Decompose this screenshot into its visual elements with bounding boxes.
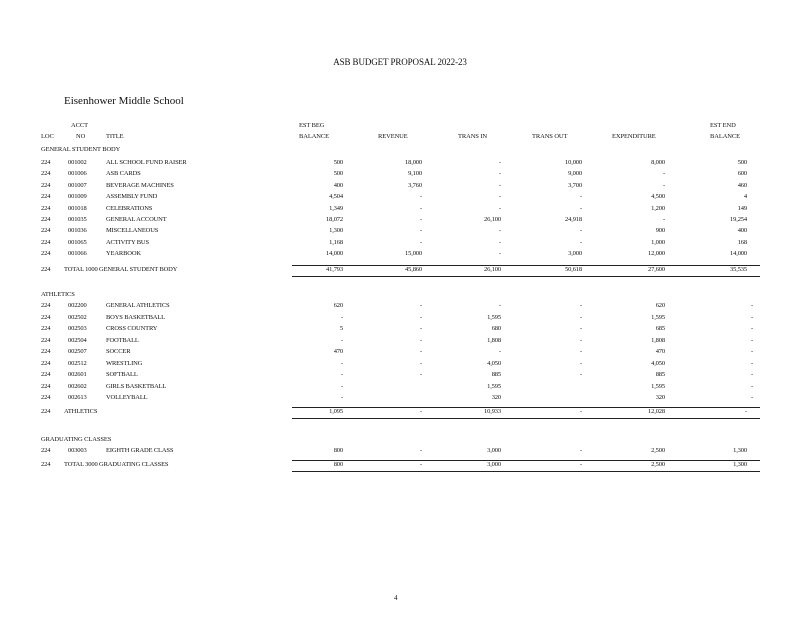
loc-cell: 224 <box>41 170 51 178</box>
beg-balance-cell: 800 <box>333 447 343 454</box>
trans-in-cell: - <box>498 348 501 355</box>
expenditure-cell: 1,200 <box>651 204 665 212</box>
table-row <box>0 250 800 260</box>
header-beg: BALANCE <box>299 133 329 140</box>
trans-out-cell: - <box>579 447 582 454</box>
title-cell: ALL SCHOOL FUND RAISER <box>106 159 187 166</box>
trans-out-cell: - <box>579 371 582 378</box>
beg-balance-cell: - <box>340 382 343 390</box>
trans-out-cell: - <box>579 359 582 367</box>
revenue-cell: 9,100 <box>408 170 422 178</box>
trans-in-cell: - <box>498 181 501 189</box>
table-row <box>0 170 800 180</box>
table-row <box>0 325 800 335</box>
end-balance-cell: 149 <box>737 204 747 212</box>
beg-balance-cell: 400 <box>333 181 343 189</box>
total-end: 1,300 <box>733 461 747 468</box>
table-row <box>0 348 800 358</box>
total-loc: 224 <box>41 266 51 273</box>
title-cell: CROSS COUNTRY <box>106 325 158 332</box>
header-acct-top: ACCT <box>71 122 88 129</box>
header-end: BALANCE <box>710 133 740 140</box>
title-cell: ASSEMBLY FUND <box>106 193 158 201</box>
end-balance-cell: 4 <box>743 193 747 201</box>
total-beg: 1,095 <box>329 408 343 415</box>
table-row <box>0 337 800 347</box>
acct-cell: 001006 <box>68 170 87 178</box>
title-cell: SOFTBALL <box>106 371 138 378</box>
acct-cell: 003003 <box>68 447 87 454</box>
document-title: ASB BUDGET PROPOSAL 2022-23 <box>333 57 467 67</box>
trans-in-cell: 1,595 <box>487 382 501 390</box>
trans-out-cell: - <box>579 325 582 332</box>
beg-balance-cell: 470 <box>333 348 343 355</box>
school-name: Eisenhower Middle School <box>64 95 184 107</box>
title-cell: CELEBRATIONS <box>106 204 153 212</box>
header-trans-out: TRANS OUT <box>532 133 568 140</box>
total-loc: 224 <box>41 408 51 415</box>
beg-balance-cell: 14,000 <box>326 250 343 258</box>
title-cell: EIGHTH GRADE CLASS <box>106 447 174 454</box>
revenue-cell: - <box>419 227 422 235</box>
expenditure-cell: 900 <box>655 227 665 235</box>
title-cell: FOOTBALL <box>106 336 139 344</box>
title-cell: BOYS BASKETBALL <box>106 313 165 321</box>
end-balance-cell: 19,254 <box>730 216 747 223</box>
general-total-row <box>0 266 800 276</box>
beg-balance-cell: 4,504 <box>329 193 343 201</box>
loc-cell: 224 <box>41 250 51 258</box>
trans-out-cell: - <box>579 313 582 321</box>
acct-cell: 001035 <box>68 216 87 223</box>
end-balance-cell: - <box>750 359 753 367</box>
revenue-cell: - <box>419 238 422 246</box>
table-row <box>0 447 800 457</box>
trans-in-cell: 320 <box>491 394 501 401</box>
section-general: GENERAL STUDENT BODY <box>41 146 121 153</box>
total-revenue: 45,860 <box>405 266 422 273</box>
trans-in-cell: - <box>498 170 501 178</box>
trans-out-cell: - <box>579 336 582 344</box>
revenue-cell: 3,760 <box>408 181 422 189</box>
beg-balance-cell: 18,072 <box>326 216 343 223</box>
grad-total-bottom-rule <box>292 471 760 472</box>
end-balance-cell: - <box>750 371 753 378</box>
expenditure-cell: 320 <box>655 394 665 401</box>
trans-out-cell: - <box>579 204 582 212</box>
total-end: - <box>744 408 747 415</box>
general-total-bottom-rule <box>292 276 760 277</box>
revenue-cell: - <box>419 313 422 321</box>
acct-cell: 002601 <box>68 371 87 378</box>
beg-balance-cell: - <box>340 359 343 367</box>
header-expenditure: EXPENDITURE <box>612 133 656 140</box>
revenue-cell: - <box>419 325 422 332</box>
trans-in-cell: - <box>498 250 501 258</box>
total-revenue: - <box>419 461 422 468</box>
beg-balance-cell: - <box>340 336 343 344</box>
title-cell: YEARBOOK <box>106 250 141 258</box>
title-cell: GIRLS BASKETBALL <box>106 382 167 390</box>
loc-cell: 224 <box>41 325 51 332</box>
total-expenditure: 2,500 <box>651 461 665 468</box>
expenditure-cell: 2,500 <box>651 447 665 454</box>
loc-cell: 224 <box>41 204 51 212</box>
section-athletics: ATHLETICS <box>41 291 75 298</box>
acct-cell: 002200 <box>68 302 87 309</box>
trans-in-cell: 4,050 <box>487 359 501 367</box>
grad-total-row <box>0 461 800 471</box>
title-cell: GENERAL ACCOUNT <box>106 216 167 223</box>
trans-out-cell: 24,918 <box>565 216 582 223</box>
table-row <box>0 205 800 215</box>
total-trans-out: - <box>579 408 582 415</box>
expenditure-cell: 470 <box>655 348 665 355</box>
table-row <box>0 314 800 324</box>
end-balance-cell: 500 <box>737 159 747 166</box>
beg-balance-cell: 1,168 <box>329 238 343 246</box>
end-balance-cell: - <box>750 348 753 355</box>
revenue-cell: - <box>419 204 422 212</box>
acct-cell: 001036 <box>68 227 87 235</box>
title-cell: VOLLEYBALL <box>106 394 148 401</box>
acct-cell: 002502 <box>68 313 87 321</box>
table-row <box>0 182 800 192</box>
trans-in-cell: 3,000 <box>487 447 501 454</box>
end-balance-cell: 400 <box>737 227 747 235</box>
revenue-cell: - <box>419 371 422 378</box>
header-beg-top: EST BEG <box>299 122 325 129</box>
loc-cell: 224 <box>41 336 51 344</box>
loc-cell: 224 <box>41 181 51 189</box>
trans-out-cell: - <box>579 227 582 235</box>
total-title: TOTAL 1000 GENERAL STUDENT BODY <box>64 266 178 273</box>
end-balance-cell: - <box>750 336 753 344</box>
table-row <box>0 371 800 381</box>
loc-cell: 224 <box>41 238 51 246</box>
end-balance-cell: - <box>750 313 753 321</box>
total-expenditure: 27,600 <box>648 266 665 273</box>
revenue-cell: - <box>419 447 422 454</box>
acct-cell: 001018 <box>68 204 87 212</box>
trans-out-cell: 3,000 <box>568 250 582 258</box>
trans-out-cell: 10,000 <box>565 159 582 166</box>
total-beg: 800 <box>333 461 343 468</box>
revenue-cell: - <box>419 193 422 201</box>
expenditure-cell: 1,595 <box>651 313 665 321</box>
loc-cell: 224 <box>41 227 51 235</box>
trans-in-cell: - <box>498 227 501 235</box>
trans-in-cell: - <box>498 302 501 309</box>
header-revenue: REVENUE <box>378 133 408 140</box>
total-end: 35,535 <box>730 266 747 273</box>
beg-balance-cell: 500 <box>333 170 343 178</box>
expenditure-cell: 685 <box>655 325 665 332</box>
table-row <box>0 383 800 393</box>
acct-cell: 001002 <box>68 159 87 166</box>
end-balance-cell: 460 <box>737 181 747 189</box>
acct-cell: 002602 <box>68 382 87 390</box>
expenditure-cell: 4,500 <box>651 193 665 201</box>
beg-balance-cell: - <box>340 371 343 378</box>
total-loc: 224 <box>41 461 51 468</box>
table-row <box>0 239 800 249</box>
expenditure-cell: - <box>662 181 665 189</box>
total-trans-in: 10,933 <box>484 408 501 415</box>
header-loc: LOC <box>41 133 54 140</box>
trans-in-cell: - <box>498 159 501 166</box>
table-row <box>0 360 800 370</box>
trans-in-cell: 1,808 <box>487 336 501 344</box>
header-title: TITLE <box>106 133 124 140</box>
header-trans-in: TRANS IN <box>458 133 487 140</box>
acct-cell: 001009 <box>68 193 87 201</box>
end-balance-cell: - <box>750 302 753 309</box>
beg-balance-cell: - <box>340 313 343 321</box>
expenditure-cell: - <box>662 216 665 223</box>
trans-in-cell: 680 <box>491 325 501 332</box>
expenditure-cell: - <box>662 170 665 178</box>
table-row <box>0 227 800 237</box>
trans-out-cell: 9,000 <box>568 170 582 178</box>
acct-cell: 001066 <box>68 250 87 258</box>
title-cell: GENERAL ATHLETICS <box>106 302 170 309</box>
title-cell: BEVERAGE MACHINES <box>106 181 174 189</box>
revenue-cell: - <box>419 302 422 309</box>
revenue-cell: - <box>419 348 422 355</box>
trans-in-cell: - <box>498 193 501 201</box>
total-expenditure: 12,028 <box>648 408 665 415</box>
expenditure-cell: 885 <box>655 371 665 378</box>
expenditure-cell: 620 <box>655 302 665 309</box>
trans-out-cell: - <box>579 193 582 201</box>
beg-balance-cell: 500 <box>333 159 343 166</box>
acct-cell: 002503 <box>68 325 87 332</box>
title-cell: ACTIVITY BUS <box>106 238 149 246</box>
revenue-cell: 15,000 <box>405 250 422 258</box>
page-number: 4 <box>394 594 398 602</box>
loc-cell: 224 <box>41 313 51 321</box>
revenue-cell: - <box>419 359 422 367</box>
loc-cell: 224 <box>41 394 51 401</box>
title-cell: SOCCER <box>106 348 131 355</box>
expenditure-cell: 1,000 <box>651 238 665 246</box>
beg-balance-cell: 1,349 <box>329 204 343 212</box>
title-cell: ASB CARDS <box>106 170 141 178</box>
acct-cell: 002507 <box>68 348 87 355</box>
acct-cell: 002512 <box>68 359 87 367</box>
end-balance-cell: - <box>750 382 753 390</box>
trans-in-cell: 1,595 <box>487 313 501 321</box>
acct-cell: 002504 <box>68 336 87 344</box>
end-balance-cell: 168 <box>737 238 747 246</box>
loc-cell: 224 <box>41 302 51 309</box>
end-balance-cell: - <box>750 325 753 332</box>
end-balance-cell: 600 <box>737 170 747 178</box>
acct-cell: 002613 <box>68 394 87 401</box>
revenue-cell: 18,000 <box>405 159 422 166</box>
loc-cell: 224 <box>41 382 51 390</box>
total-revenue: - <box>419 408 422 415</box>
total-trans-out: - <box>579 461 582 468</box>
beg-balance-cell: - <box>340 394 343 401</box>
expenditure-cell: 1,595 <box>651 382 665 390</box>
total-beg: 41,793 <box>326 266 343 273</box>
trans-in-cell: 26,100 <box>484 216 501 223</box>
trans-in-cell: 885 <box>491 371 501 378</box>
loc-cell: 224 <box>41 447 51 454</box>
title-cell: MISCELLANEOUS <box>106 227 159 235</box>
athletics-total-bottom-rule <box>292 418 760 419</box>
loc-cell: 224 <box>41 216 51 223</box>
end-balance-cell: - <box>750 394 753 401</box>
end-balance-cell: 1,300 <box>733 447 747 454</box>
total-trans-in: 3,000 <box>487 461 501 468</box>
end-balance-cell: 14,000 <box>730 250 747 258</box>
total-title: ATHLETICS <box>64 408 98 415</box>
trans-out-cell: - <box>579 348 582 355</box>
table-row <box>0 193 800 203</box>
beg-balance-cell: 5 <box>339 325 343 332</box>
loc-cell: 224 <box>41 159 51 166</box>
loc-cell: 224 <box>41 371 51 378</box>
athletics-total-row <box>0 408 800 418</box>
revenue-cell: - <box>419 216 422 223</box>
header-end-top: EST END <box>710 122 736 129</box>
table-row <box>0 394 800 404</box>
revenue-cell: - <box>419 336 422 344</box>
total-trans-in: 26,100 <box>484 266 501 273</box>
trans-out-cell: 3,700 <box>568 181 582 189</box>
total-title: TOTAL 3000 GRADUATING CLASSES <box>64 461 169 468</box>
expenditure-cell: 4,050 <box>651 359 665 367</box>
table-row <box>0 216 800 226</box>
expenditure-cell: 12,000 <box>648 250 665 258</box>
trans-in-cell: - <box>498 204 501 212</box>
trans-out-cell: - <box>579 302 582 309</box>
acct-cell: 001065 <box>68 238 87 246</box>
loc-cell: 224 <box>41 359 51 367</box>
total-trans-out: 50,618 <box>565 266 582 273</box>
beg-balance-cell: 1,300 <box>329 227 343 235</box>
trans-out-cell: - <box>579 238 582 246</box>
loc-cell: 224 <box>41 348 51 355</box>
expenditure-cell: 8,000 <box>651 159 665 166</box>
expenditure-cell: 1,808 <box>651 336 665 344</box>
header-no: NO <box>76 133 86 140</box>
section-graduating: GRADUATING CLASSES <box>41 436 112 443</box>
table-row <box>0 302 800 312</box>
beg-balance-cell: 620 <box>333 302 343 309</box>
trans-in-cell: - <box>498 238 501 246</box>
acct-cell: 001007 <box>68 181 87 189</box>
table-row <box>0 159 800 169</box>
title-cell: WRESTLING <box>106 359 143 367</box>
loc-cell: 224 <box>41 193 51 201</box>
